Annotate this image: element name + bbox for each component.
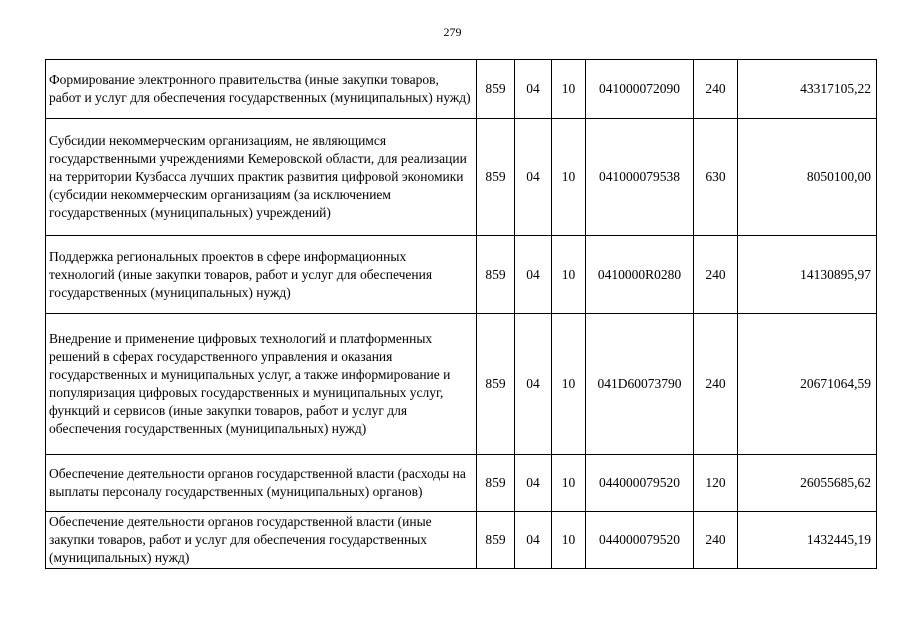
table-row: [46, 119, 877, 236]
section-code: 04: [515, 236, 552, 314]
subsection-code: 10: [552, 236, 586, 314]
table-row: [46, 314, 877, 455]
subsection-code: 10: [552, 314, 586, 455]
amount: 14130895,97: [738, 236, 877, 314]
subsection-code: 10: [552, 512, 586, 569]
table-row: [46, 512, 877, 569]
table-row: [46, 236, 877, 314]
section-code: 04: [515, 60, 552, 119]
budget-table: [45, 59, 877, 569]
subsection-code: 10: [552, 455, 586, 512]
section-code: 04: [515, 455, 552, 512]
expense-type-code: 240: [694, 512, 738, 569]
table-row: [46, 455, 877, 512]
target-article-code: 0410000R0280: [586, 236, 694, 314]
table-row: [46, 60, 877, 119]
section-code: 04: [515, 314, 552, 455]
expense-type-code: 240: [694, 236, 738, 314]
row-description: Поддержка региональных проектов в сфере информационных технологий (иные закупки товаров, работ и услуг для обеспечения государственных (муниципальных) нужд): [46, 236, 477, 314]
ministry-code: 859: [477, 119, 515, 236]
ministry-code: 859: [477, 512, 515, 569]
ministry-code: 859: [477, 314, 515, 455]
row-description: Внедрение и применение цифровых технологий и платформенных решений в сферах государственного управления и оказания государственных и муниципальных услуг, а также информирование и популяризация цифровых государственных и муниципальных услуг, функций и сервисов (иные закупки товаров, работ и услуг для обеспечения государственных (муниципальных) нужд): [46, 314, 477, 455]
section-code: 04: [515, 119, 552, 236]
expense-type-code: 240: [694, 314, 738, 455]
row-description: Обеспечение деятельности органов государственной власти (расходы на выплаты персоналу государственных (муниципальных) органов): [46, 455, 477, 512]
expense-type-code: 120: [694, 455, 738, 512]
amount: 43317105,22: [738, 60, 877, 119]
target-article-code: 044000079520: [586, 455, 694, 512]
row-description: Формирование электронного правительства (иные закупки товаров, работ и услуг для обеспечения государственных (муниципальных) нужд): [46, 60, 477, 119]
row-description: Обеспечение деятельности органов государственной власти (иные закупки товаров, работ и услуг для обеспечения государственных (муниципальных) нужд): [46, 512, 477, 569]
ministry-code: 859: [477, 236, 515, 314]
ministry-code: 859: [477, 455, 515, 512]
target-article-code: 044000079520: [586, 512, 694, 569]
expense-type-code: 240: [694, 60, 738, 119]
amount: 1432445,19: [738, 512, 877, 569]
subsection-code: 10: [552, 60, 586, 119]
amount: 8050100,00: [738, 119, 877, 236]
ministry-code: 859: [477, 60, 515, 119]
amount: 26055685,62: [738, 455, 877, 512]
target-article-code: 041D60073790: [586, 314, 694, 455]
section-code: 04: [515, 512, 552, 569]
page-number: 279: [443, 25, 462, 39]
subsection-code: 10: [552, 119, 586, 236]
target-article-code: 041000072090: [586, 60, 694, 119]
target-article-code: 041000079538: [586, 119, 694, 236]
row-description: Субсидии некоммерческим организациям, не являющимся государственными учреждениями Кемеровской области, для реализации на территории Кузбасса лучших практик развития цифровой экономики (субсидии некоммерческим организациям (за исключением государственных (муниципальных) учреждений): [46, 119, 477, 236]
amount: 20671064,59: [738, 314, 877, 455]
expense-type-code: 630: [694, 119, 738, 236]
